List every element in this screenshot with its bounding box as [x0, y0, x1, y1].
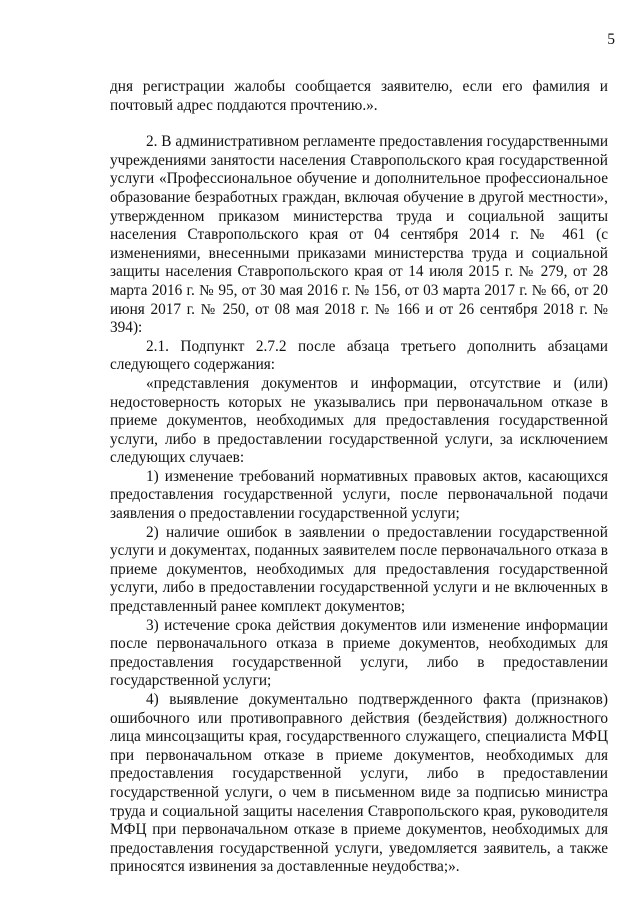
list-item-4: 4) выявление документально подтвержденного факта (признаков) ошибочного или противоправного действия (бездействия) должностного лица минсоцзащиты края, государственного служащего, специалиста МФЦ при первоначальном отказе в приеме документов, необходимых для предоставления государственной услуги, либо в предоставлении государственной услуги, о чем в письменном виде за подписью министра труда и социальной защиты населения Ставропольского края, руководителя МФЦ при первоначальном отказе в приеме документов, необходимых для предоставления государственной услуги, уведомляется заявитель, а также приносятся извинения за доставленные неудобства;». [110, 691, 608, 876]
paragraph-subclause-2-1: 2.1. Подпункт 2.7.2 после абзаца третьего дополнить абзацами следующего содержания: [110, 337, 608, 374]
list-item-1: 1) изменение требований нормативных правовых актов, касающихся предоставления государственной услуги, после первоначальной подачи заявления о предоставлении государственной услуги; [110, 467, 608, 523]
list-item-2: 2) наличие ошибок в заявлении о предоставлении государственной услуги и документах, поданных заявителем после первоначального отказа в приеме документов, необходимых для предоставления государственной услуги, либо в предоставлении государственной услуги и не включенных в представленный ранее комплект документов; [110, 523, 608, 616]
document-body [110, 78, 608, 877]
paragraph-complaint-ending: дня регистрации жалобы сообщается заявителю, если его фамилия и почтовый адрес поддаются прочтению.». [110, 78, 608, 114]
paragraph-amendment-intro: 2. В административном регламенте предоставления государственными учреждениями занятости населения Ставропольского края государственной услуги «Профессиональное обучение и дополнительное профессиональное образование безработных граждан, включая обучение в другой местности», утвержденном приказом министерства труда и социальной защиты населения Ставропольского края от 04 сентября 2014 г. № 461 (с изменениями, внесенными приказами министерства труда и социальной защиты населения Ставропольского края от 14 июля 2015 г. № 279, от 28 марта 2016 г. № 95, от 30 мая 2016 г. № 156, от 03 марта 2017 г. № 66, от 20 июня 2017 г. № 250, от 08 мая 2018 г. № 166 и от 26 сентября 2018 г. № 394): [110, 133, 608, 337]
paragraph-quoted-text: «представления документов и информации, отсутствие и (или) недостоверность которых не указывались при первоначальном отказе в приеме документов, необходимых для предоставления государственной услуги, либо в предоставлении государственной услуги, за исключением следующих случаев: [110, 374, 608, 467]
list-item-3: 3) истечение срока действия документов или изменение информации после первоначального отказа в приеме документов, необходимых для предоставления государственной услуги, либо в предоставлении государственной услуги; [110, 616, 608, 690]
page-number: 5 [607, 31, 615, 48]
